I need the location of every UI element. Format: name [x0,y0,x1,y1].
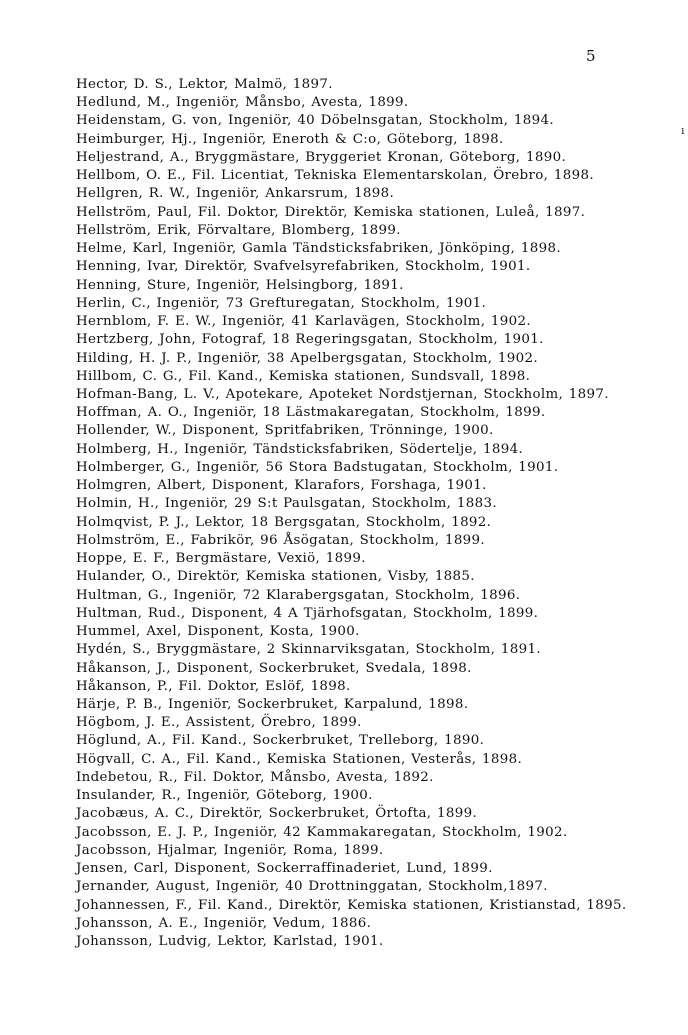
list-item: Insulander, R., Ingeniör, Göteborg, 1900. [76,788,373,804]
list-item: Holmqvist, P. J., Lektor, 18 Bergsgatan, Stockholm, 1892. [76,514,492,530]
list-item: Hultman, Rud., Disponent, 4 A Tjärhofsgatan, Stockholm, 1899. [76,605,539,621]
list-item: Indebetou, R., Fil. Doktor, Månsbo, Avesta, 1892. [76,769,434,785]
list-item: Hellgren, R. W., Ingeniör, Ankarsrum, 1898. [76,186,395,202]
list-item: Hultman, G., Ingeniör, 72 Klarabergsgatan, Stockholm, 1896. [76,587,521,603]
list-item: Henning, Ivar, Direktör, Svafvelsyrefabriken, Stockholm, 1901. [76,259,531,275]
list-item: Jacobæus, A. C., Direktör, Sockerbruket, Örtofta, 1899. [76,806,478,822]
list-item: Johansson, Ludvig, Lektor, Karlstad, 1901. [76,934,384,950]
list-item: Hellbom, O. E., Fil. Licentiat, Tekniska Elementarskolan, Örebro, 1898. [76,168,594,184]
list-item: Hellström, Erik, Förvaltare, Blomberg, 1899. [76,222,401,238]
list-item: Jensen, Carl, Disponent, Sockerraffinaderiet, Lund, 1899. [76,861,493,877]
list-item: Holmgren, Albert, Disponent, Klarafors, Forshaga, 1901. [76,478,487,494]
margin-mark: ı [681,124,685,137]
list-item: Högbom, J. E., Assistent, Örebro, 1899. [76,715,362,731]
list-item: Hydén, S., Bryggmästare, 2 Skinnarviksgatan, Stockholm, 1891. [76,642,542,658]
list-item: Helme, Karl, Ingeniör, Gamla Tändsticksfabriken, Jönköping, 1898. [76,241,561,257]
list-item: Hellström, Paul, Fil. Doktor, Direktör, Kemiska stationen, Luleå, 1897. [76,204,586,220]
list-item: Högvall, C. A., Fil. Kand., Kemiska Stationen, Vesterås, 1898. [76,751,523,767]
list-item: Hoffman, A. O., Ingeniör, 18 Lästmakaregatan, Stockholm, 1899. [76,405,546,421]
list-item: Höglund, A., Fil. Kand., Sockerbruket, Trelleborg, 1890. [76,733,485,749]
list-item: Johansson, A. E., Ingeniör, Vedum, 1886. [76,915,372,931]
list-item: Holmberg, H., Ingeniör, Tändsticksfabriken, Södertelje, 1894. [76,441,524,457]
list-item: Hedlund, M., Ingeniör, Månsbo, Avesta, 1899. [76,95,409,111]
list-item: Johannessen, F., Fil. Kand., Direktör, Kemiska stationen, Kristianstad, 1895. [76,897,627,913]
member-list [76,76,636,951]
list-item: Jernander, August, Ingeniör, 40 Drottninggatan, Stockholm,1897. [76,879,548,895]
list-item: Hoppe, E. F., Bergmästare, Vexiö, 1899. [76,551,366,567]
list-item: Håkanson, P., Fil. Doktor, Eslöf, 1898. [76,678,351,694]
list-item: Hector, D. S., Lektor, Malmö, 1897. [76,77,333,92]
list-item: Herlin, C., Ingeniör, 73 Grefturegatan, Stockholm, 1901. [76,295,487,311]
list-item: Heidenstam, G. von, Ingeniör, 40 Döbelnsgatan, Stockholm, 1894. [76,113,554,129]
page-number: 5 [586,47,596,65]
list-item: Holmin, H., Ingeniör, 29 S:t Paulsgatan, Stockholm, 1883. [76,496,497,512]
list-item: Hertzberg, John, Fotograf, 18 Regeringsgatan, Stockholm, 1901. [76,332,544,348]
list-item: Hummel, Axel, Disponent, Kosta, 1900. [76,624,360,640]
list-item: Håkanson, J., Disponent, Sockerbruket, Svedala, 1898. [76,660,472,676]
list-item: Hollender, W., Disponent, Spritfabriken, Trönninge, 1900. [76,423,494,439]
list-item: Härje, P. B., Ingeniör, Sockerbruket, Karpalund, 1898. [76,696,469,712]
list-item: Jacobsson, E. J. P., Ingeniör, 42 Kammakaregatan, Stockholm, 1902. [76,824,568,840]
list-item: Hernblom, F. E. W., Ingeniör, 41 Karlavägen, Stockholm, 1902. [76,314,531,330]
list-item: Jacobsson, Hjalmar, Ingeniör, Roma, 1899. [76,842,384,858]
list-item: Henning, Sture, Ingeniör, Helsingborg, 1891. [76,277,404,293]
list-item: Hofman-Bang, L. V., Apotekare, Apoteket Nordstjernan, Stockholm, 1897. [76,386,609,402]
list-item: Holmberger, G., Ingeniör, 56 Stora Badstugatan, Stockholm, 1901. [76,459,559,475]
list-item: Hillbom, C. G., Fil. Kand., Kemiska stationen, Sundsvall, 1898. [76,368,531,384]
list-item: Hulander, O., Direktör, Kemiska stationen, Visby, 1885. [76,569,475,585]
list-item: Heimburger, Hj., Ingeniör, Eneroth & C:o, Göteborg, 1898. [76,131,504,147]
list-item: Heljestrand, A., Bryggmästare, Bryggeriet Kronan, Göteborg, 1890. [76,149,567,165]
list-item: Hilding, H. J. P., Ingeniör, 38 Apelbergsgatan, Stockholm, 1902. [76,350,539,366]
list-item: Holmström, E., Fabrikör, 96 Åsögatan, Stockholm, 1899. [76,532,486,548]
